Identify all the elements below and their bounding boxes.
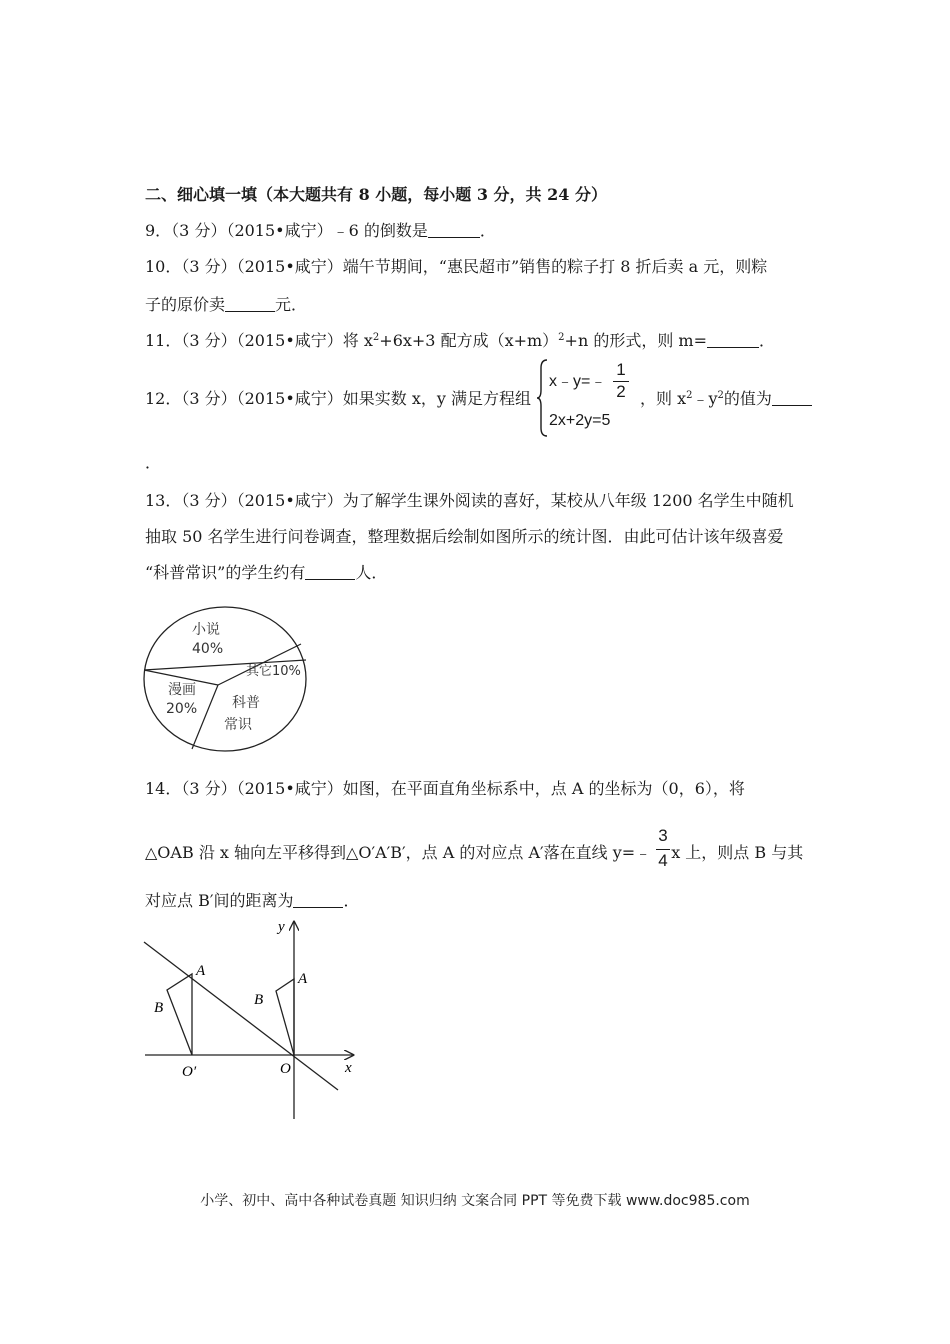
label-O-prime: O′ — [182, 1064, 197, 1080]
pie-label-science-2: 常识 — [224, 717, 252, 733]
q14-answer-blank[interactable] — [293, 891, 343, 908]
q13-answer-blank[interactable] — [305, 563, 355, 580]
pie-label-comic: 漫画 — [168, 682, 196, 698]
line-y-neg3-4x — [144, 942, 338, 1090]
q14-line2-b: x 上，则点 B 与其 — [671, 843, 804, 862]
q14-frac-num: 3 — [658, 826, 668, 845]
label-B-prime: B — [154, 1000, 164, 1016]
question-9 — [145, 220, 496, 242]
question-14-line2 — [145, 842, 803, 864]
q12-c: ﹣y — [692, 389, 718, 408]
question-14-line3 — [145, 890, 360, 912]
question-10-line1: 10．（3 分）（2015•咸宁）端午节期间，“惠民超市”销售的粽子打 8 折后卖 a 元，则粽 — [145, 257, 768, 276]
question-12-tail — [640, 388, 812, 410]
q10-line2-b: 元． — [275, 295, 308, 314]
pie-label-comic-pct: 20% — [166, 701, 198, 717]
q12-end: ． — [145, 453, 162, 472]
q12-b: ，则 x — [640, 389, 687, 408]
eq1-denominator: 2 — [616, 382, 626, 401]
q12-sup2: 2 — [717, 390, 724, 401]
pie-label-science-1: 科普 — [232, 695, 260, 711]
q14-line2-a: △OAB 沿 x 轴向左平移得到△O′A′B′，点 A 的对应点 A′落在直线 y=﹣ — [145, 843, 652, 862]
label-x: x — [345, 1060, 352, 1076]
question-13-line1: 13．（3 分）（2015•咸宁）为了解学生课外阅读的喜好，某校从八年级 1200 名学生中随机 — [145, 491, 794, 510]
triangle-OAB — [276, 979, 294, 1055]
q11-end: ． — [759, 331, 776, 350]
q10-line2-a: 子的原价卖 — [145, 295, 226, 314]
q11-a: 11．（3 分）（2015•咸宁）将 x — [145, 331, 373, 350]
eq1-numerator: 1 — [616, 360, 626, 379]
question-14-line1: 14．（3 分）（2015•咸宁）如图，在平面直角坐标系中，点 A 的坐标为（0，6），将 — [145, 779, 745, 798]
q11-answer-blank[interactable] — [707, 331, 759, 348]
pie-chart — [140, 604, 320, 756]
question-13-line3 — [145, 562, 387, 584]
q13-line3-a: “科普常识”的学生约有 — [145, 563, 306, 582]
q12-answer-blank[interactable] — [772, 389, 812, 406]
q13-line3-b: 人． — [355, 563, 388, 582]
coordinate-figure — [140, 916, 370, 1126]
question-10-line2 — [145, 294, 307, 316]
page-footer: 小学、初中、高中各种试卷真题 知识归纳 文案合同 PPT 等免费下载 www.doc985.com — [200, 1193, 750, 1209]
q9-text: 9．（3 分）（2015•咸宁）﹣6 的倒数是 — [145, 221, 428, 240]
question-13-line2: 抽取 50 名学生进行问卷调查，整理数据后绘制如图所示的统计图．由此可估计该年级喜爱 — [145, 527, 784, 546]
section-title: 二、细心填一填（本大题共有 8 小题，每小题 3 分，共 24 分） — [145, 185, 607, 204]
pie-label-other: 其它10% — [246, 664, 301, 679]
equation-1: x﹣y=﹣ — [549, 373, 607, 390]
label-A-prime: A — [196, 963, 206, 979]
q12-sup1: 2 — [686, 390, 693, 401]
label-B: B — [254, 992, 264, 1008]
label-O: O — [280, 1061, 291, 1077]
q14-line3-a: 对应点 B′间的距离为 — [145, 891, 294, 910]
q14-fraction-bar — [656, 849, 670, 850]
q11-sup2: 2 — [558, 332, 565, 343]
pie-label-novel: 小说 — [192, 622, 220, 638]
equation-2: 2x+2y=5 — [549, 412, 611, 429]
q11-sup1: 2 — [372, 332, 380, 343]
q11-b: +6x+3 配方成（x+m） — [379, 331, 559, 350]
q10-answer-blank[interactable] — [225, 295, 275, 312]
pie-label-novel-pct: 40% — [192, 641, 224, 657]
question-11 — [145, 330, 775, 352]
equation-system — [537, 358, 647, 438]
label-y: y — [278, 919, 285, 935]
q14-frac-den: 4 — [658, 851, 668, 870]
q14-line3-b: ． — [343, 891, 360, 910]
triangle-O-prime-A-prime-B-prime — [167, 974, 192, 1055]
q9-answer-blank[interactable] — [428, 221, 480, 238]
question-12-lead: 12．（3 分）（2015•咸宁）如果实数 x，y 满足方程组 — [145, 389, 532, 408]
q12-d: 的值为 — [723, 389, 772, 408]
q11-c: +n 的形式，则 m= — [564, 331, 708, 350]
brace-icon — [537, 358, 549, 438]
q9-end: ． — [479, 221, 496, 240]
label-A: A — [298, 971, 308, 987]
